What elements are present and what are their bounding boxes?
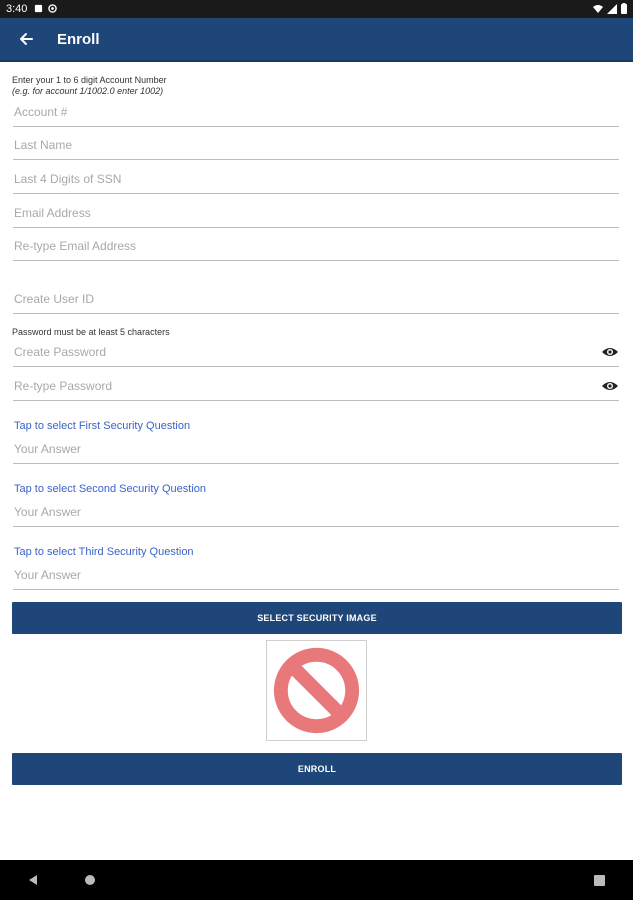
status-time: 3:40 bbox=[6, 3, 28, 15]
page-title: Enroll bbox=[57, 31, 100, 48]
email-field[interactable] bbox=[13, 204, 619, 228]
third-answer-placeholder: Your Answer bbox=[14, 568, 81, 582]
email-confirm-field[interactable] bbox=[13, 237, 619, 261]
password-field[interactable] bbox=[13, 343, 619, 367]
nav-back-icon[interactable] bbox=[27, 874, 39, 886]
back-arrow-icon[interactable] bbox=[16, 29, 36, 49]
status-bar bbox=[0, 0, 633, 18]
first-answer-field[interactable] bbox=[13, 440, 619, 464]
user-id-placeholder: Create User ID bbox=[14, 292, 95, 306]
security-image[interactable] bbox=[266, 640, 367, 741]
password-confirm-placeholder: Re-type Password bbox=[14, 379, 113, 393]
app-notification-icon bbox=[48, 4, 57, 13]
first-answer-placeholder: Your Answer bbox=[14, 442, 81, 456]
wifi-icon bbox=[593, 4, 603, 14]
second-answer-field[interactable] bbox=[13, 503, 619, 527]
nav-recents-icon[interactable] bbox=[594, 875, 605, 886]
show-password-icon[interactable] bbox=[601, 345, 619, 359]
second-security-question[interactable]: Tap to select Second Security Question bbox=[14, 483, 206, 495]
notification-icon bbox=[34, 4, 43, 13]
password-placeholder: Create Password bbox=[14, 345, 107, 359]
app-bar bbox=[0, 18, 633, 62]
account-hint bbox=[12, 75, 167, 97]
second-answer-placeholder: Your Answer bbox=[14, 505, 81, 519]
account-hint-text: Enter your 1 to 6 digit Account Number bbox=[12, 75, 167, 85]
first-security-question[interactable]: Tap to select First Security Question bbox=[14, 420, 191, 432]
select-security-image-button[interactable]: SELECT SECURITY IMAGE bbox=[12, 602, 622, 634]
password-hint: Password must be at least 5 characters bbox=[12, 327, 170, 337]
no-entry-icon bbox=[267, 641, 366, 740]
enroll-button[interactable]: ENROLL bbox=[12, 753, 622, 785]
last-name-placeholder: Last Name bbox=[14, 138, 73, 152]
status-icons bbox=[593, 3, 627, 14]
signal-icon bbox=[607, 4, 617, 14]
third-security-question[interactable]: Tap to select Third Security Question bbox=[14, 546, 194, 558]
show-password-confirm-icon[interactable] bbox=[601, 379, 619, 393]
ssn-placeholder: Last 4 Digits of SSN bbox=[14, 172, 122, 186]
password-confirm-field[interactable] bbox=[13, 377, 619, 401]
email-confirm-placeholder: Re-type Email Address bbox=[14, 239, 137, 253]
account-number-placeholder: Account # bbox=[14, 105, 68, 119]
nav-home-icon[interactable] bbox=[84, 874, 96, 886]
email-placeholder: Email Address bbox=[14, 206, 91, 220]
battery-icon bbox=[621, 3, 627, 14]
account-hint-example: (e.g. for account 1/1002.0 enter 1002) bbox=[12, 86, 164, 96]
last-name-field[interactable] bbox=[13, 136, 619, 160]
ssn-field[interactable] bbox=[13, 170, 619, 194]
system-nav-bar bbox=[0, 860, 633, 900]
user-id-field[interactable] bbox=[13, 290, 619, 314]
third-answer-field[interactable] bbox=[13, 566, 619, 590]
account-number-field[interactable] bbox=[13, 103, 619, 127]
